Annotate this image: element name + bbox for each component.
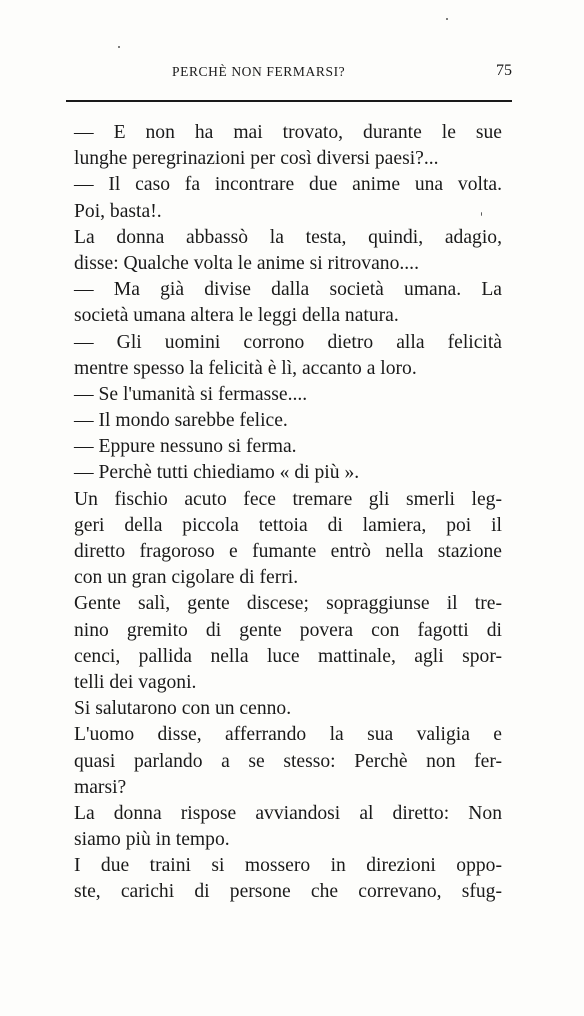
text-line: La donna abbassò la testa, quindi, adagio, [74, 226, 502, 248]
text-line: — Se l'umanità si fermasse.... [74, 383, 308, 405]
header-rule [66, 100, 512, 102]
text-line: — Il caso fa incontrare due anime una volta. [74, 174, 502, 196]
text-line: — Il mondo sarebbe felice. [74, 410, 288, 432]
body-text [74, 120, 502, 906]
text-line: I due traini si mossero in direzioni oppo- [74, 855, 502, 877]
text-line: disse: Qualche volta le anime si ritrovano.... [74, 252, 419, 274]
text-line: lunghe peregrinazioni per così diversi paesi?... [74, 148, 439, 170]
text-line: telli dei vagoni. [74, 671, 197, 693]
text-line: Un fischio acuto fece tremare gli smerli leg- [74, 488, 502, 510]
text-line: — Eppure nessuno si ferma. [74, 436, 297, 458]
text-line: Gente salì, gente discese; sopraggiunse il tre- [74, 593, 502, 615]
text-line: con un gran cigolare di ferri. [74, 567, 299, 589]
print-speck [446, 18, 448, 20]
page-number: 75 [496, 62, 512, 79]
text-line: nino gremito di gente povera con fagotti di [74, 619, 502, 641]
text-line: La donna rispose avviandosi al diretto: Non [74, 802, 502, 824]
text-line: Poi, basta!. [74, 200, 162, 222]
text-line: quasi parlando a se stesso: Perchè non fer- [74, 750, 502, 772]
text-line: — Gli uomini corrono dietro alla felicità [74, 331, 502, 353]
text-line: Si salutarono con un cenno. [74, 698, 292, 720]
text-line: L'uomo disse, afferrando la sua valigia e [74, 724, 502, 746]
text-line: siamo più in tempo. [74, 829, 230, 851]
running-head [60, 62, 512, 86]
text-line: marsi? [74, 776, 127, 798]
text-line: — Perchè tutti chiediamo « di più ». [74, 462, 360, 484]
running-title: PERCHÈ NON FERMARSI? [172, 64, 346, 79]
text-line: geri della piccola tettoia di lamiera, poi il [74, 514, 502, 536]
text-line: diretto fragoroso e fumante entrò nella stazione [74, 541, 502, 562]
text-line: — Ma già divise dalla società umana. La [74, 279, 502, 301]
text-line: cenci, pallida nella luce mattinale, agli spor- [74, 645, 502, 667]
print-speck [118, 46, 120, 48]
text-line: mentre spesso la felicità è lì, accanto a loro. [74, 357, 417, 379]
text-line: — E non ha mai trovato, durante le sue [74, 122, 502, 143]
print-speck [481, 212, 482, 216]
text-line: ste, carichi di persone che correvano, sfug- [74, 881, 502, 903]
text-line: società umana altera le leggi della natura. [74, 305, 399, 327]
